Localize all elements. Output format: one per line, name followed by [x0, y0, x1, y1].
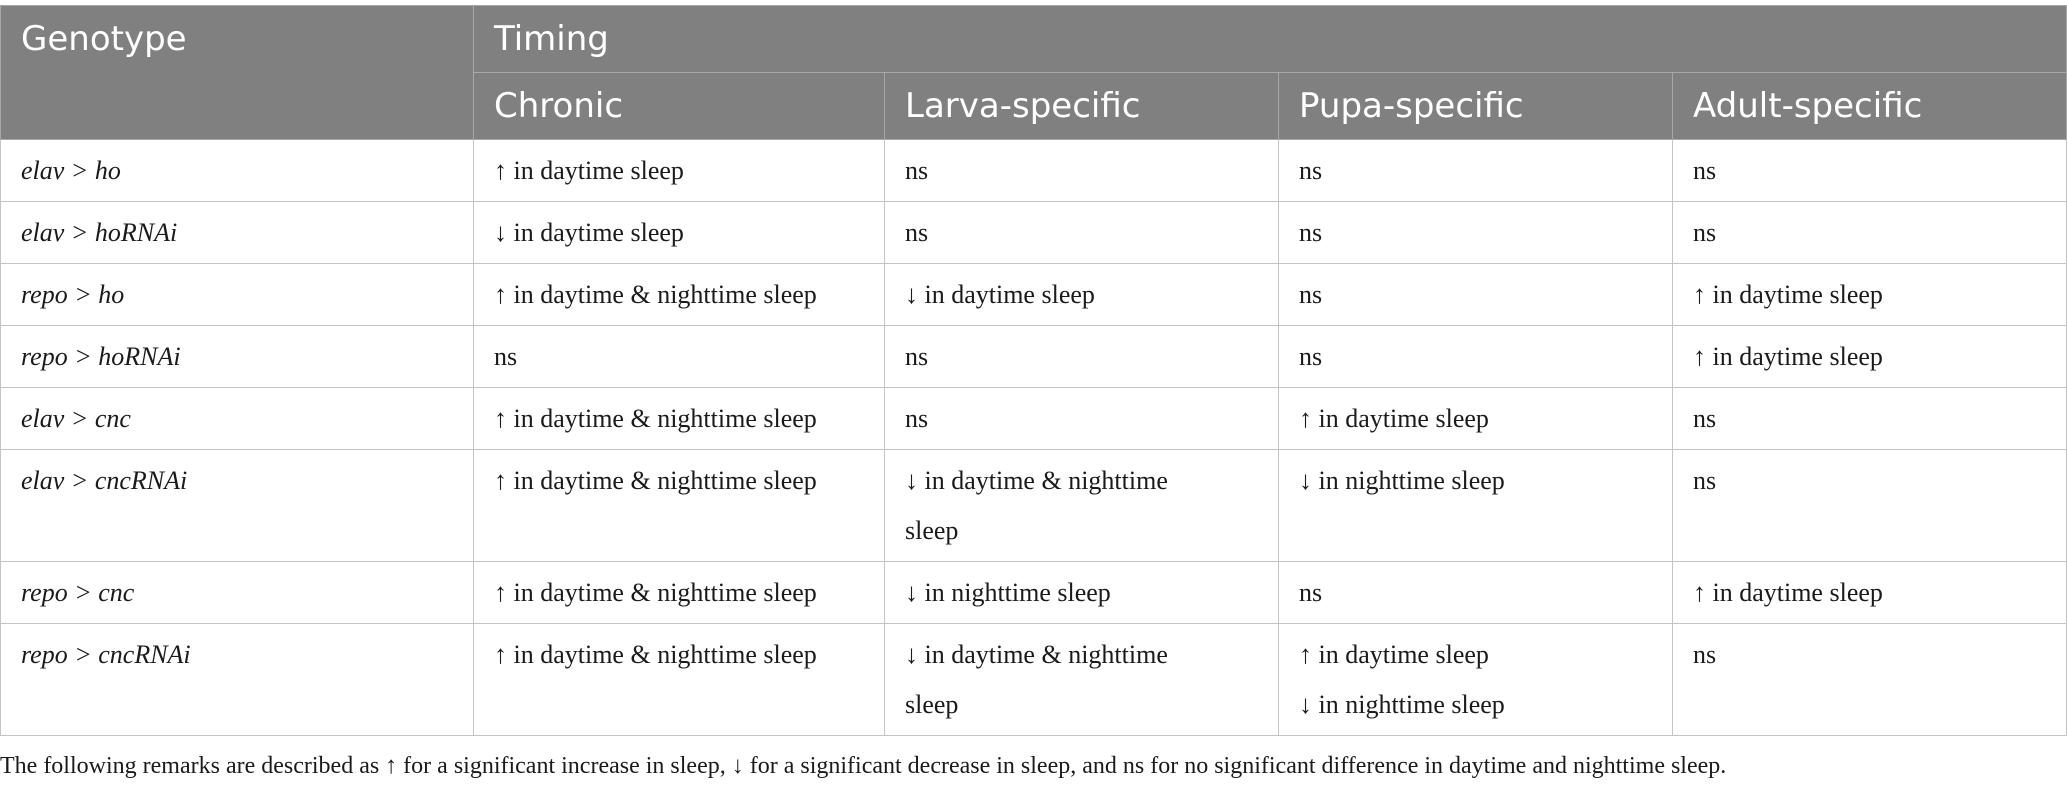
adult-specific-cell — [1673, 624, 2067, 736]
pupa-specific-cell — [1279, 140, 1673, 202]
table-row — [1, 450, 2067, 562]
cell-line: ↓ in daytime & nighttime — [905, 640, 1168, 669]
chronic-cell — [474, 450, 885, 562]
adult-specific-cell — [1673, 264, 2067, 326]
adult-specific-cell — [1673, 140, 2067, 202]
cell-line: ↑ in daytime sleep — [1693, 280, 1883, 309]
pupa-specific-cell — [1279, 264, 1673, 326]
pupa-specific-cell — [1279, 202, 1673, 264]
larva-specific-cell — [885, 450, 1279, 562]
cell-line: ↓ in nighttime sleep — [1299, 466, 1505, 495]
cell-line: ↑ in daytime & nighttime sleep — [494, 404, 817, 433]
genotype-cell: elav > hoRNAi — [1, 202, 474, 264]
genotype-cell: repo > hoRNAi — [1, 326, 474, 388]
cell-line: ↑ in daytime & nighttime sleep — [494, 280, 817, 309]
cell-line: ↑ in daytime sleep — [1299, 404, 1489, 433]
header-chronic: Chronic — [474, 73, 885, 140]
genotype-cell: elav > cncRNAi — [1, 450, 474, 562]
chronic-cell — [474, 388, 885, 450]
cell-line: ns — [1693, 404, 1717, 433]
cell-line: ns — [1299, 156, 1323, 185]
cell-line: ↑ in daytime sleep — [494, 156, 684, 185]
header-pupa-specific: Pupa-specific — [1279, 73, 1673, 140]
cell-line: sleep — [905, 690, 959, 719]
table-row — [1, 264, 2067, 326]
pupa-specific-cell — [1279, 450, 1673, 562]
pupa-specific-cell — [1279, 326, 1673, 388]
table-row — [1, 624, 2067, 736]
adult-specific-cell — [1673, 326, 2067, 388]
cell-line: ↓ in nighttime sleep — [905, 578, 1111, 607]
genotype-cell: repo > cnc — [1, 562, 474, 624]
cell-line: ns — [1299, 280, 1323, 309]
chronic-cell — [474, 562, 885, 624]
pupa-specific-cell — [1279, 562, 1673, 624]
adult-specific-cell — [1673, 562, 2067, 624]
cell-line: ↑ in daytime sleep — [1299, 640, 1489, 669]
cell-line: ↑ in daytime sleep — [1693, 578, 1883, 607]
cell-line: ↑ in daytime & nighttime sleep — [494, 466, 817, 495]
genotype-cell: repo > cncRNAi — [1, 624, 474, 736]
table-row — [1, 562, 2067, 624]
table-footnote: The following remarks are described as ↑ for a significant increase in sleep, ↓ for a significant decrease in sleep, and ns for no significant difference in daytime and nighttime sleep. — [0, 753, 1727, 779]
table-row — [1, 140, 2067, 202]
chronic-cell — [474, 202, 885, 264]
genotype-cell: elav > ho — [1, 140, 474, 202]
adult-specific-cell — [1673, 202, 2067, 264]
header-larva-specific: Larva-specific — [885, 73, 1279, 140]
adult-specific-cell — [1673, 388, 2067, 450]
cell-line: ns — [905, 156, 929, 185]
larva-specific-cell — [885, 388, 1279, 450]
chronic-cell — [474, 326, 885, 388]
cell-line: ↓ in daytime sleep — [905, 280, 1095, 309]
cell-line: ↓ in daytime & nighttime — [905, 466, 1168, 495]
larva-specific-cell — [885, 326, 1279, 388]
cell-line: ns — [1299, 218, 1323, 247]
cell-line: ↑ in daytime & nighttime sleep — [494, 578, 817, 607]
table-row — [1, 326, 2067, 388]
pupa-specific-cell — [1279, 624, 1673, 736]
cell-line: ns — [1299, 342, 1323, 371]
header-timing: Timing — [474, 6, 2067, 73]
adult-specific-cell — [1673, 450, 2067, 562]
pupa-specific-cell — [1279, 388, 1673, 450]
chronic-cell — [474, 624, 885, 736]
cell-line: ns — [1693, 466, 1717, 495]
cell-line: ns — [1693, 218, 1717, 247]
cell-line: ns — [494, 342, 518, 371]
header-adult-specific: Adult-specific — [1673, 73, 2067, 140]
larva-specific-cell — [885, 140, 1279, 202]
larva-specific-cell — [885, 264, 1279, 326]
header-genotype: Genotype — [1, 6, 474, 140]
table-row — [1, 388, 2067, 450]
larva-specific-cell — [885, 202, 1279, 264]
larva-specific-cell — [885, 624, 1279, 736]
table-row — [1, 202, 2067, 264]
cell-line: ns — [905, 404, 929, 433]
chronic-cell — [474, 140, 885, 202]
cell-line: ↓ in nighttime sleep — [1299, 690, 1505, 719]
cell-line: ns — [905, 342, 929, 371]
chronic-cell — [474, 264, 885, 326]
larva-specific-cell — [885, 562, 1279, 624]
cell-line: ns — [1693, 640, 1717, 669]
cell-line: ↓ in daytime sleep — [494, 218, 684, 247]
cell-line: sleep — [905, 516, 959, 545]
cell-line: ns — [905, 218, 929, 247]
cell-line: ↑ in daytime sleep — [1693, 342, 1883, 371]
genotype-cell: repo > ho — [1, 264, 474, 326]
cell-line: ns — [1693, 156, 1717, 185]
table-body — [1, 140, 2067, 736]
genotype-cell: elav > cnc — [1, 388, 474, 450]
cell-line: ns — [1299, 578, 1323, 607]
cell-line: ↑ in daytime & nighttime sleep — [494, 640, 817, 669]
sleep-timing-table — [0, 5, 2067, 736]
